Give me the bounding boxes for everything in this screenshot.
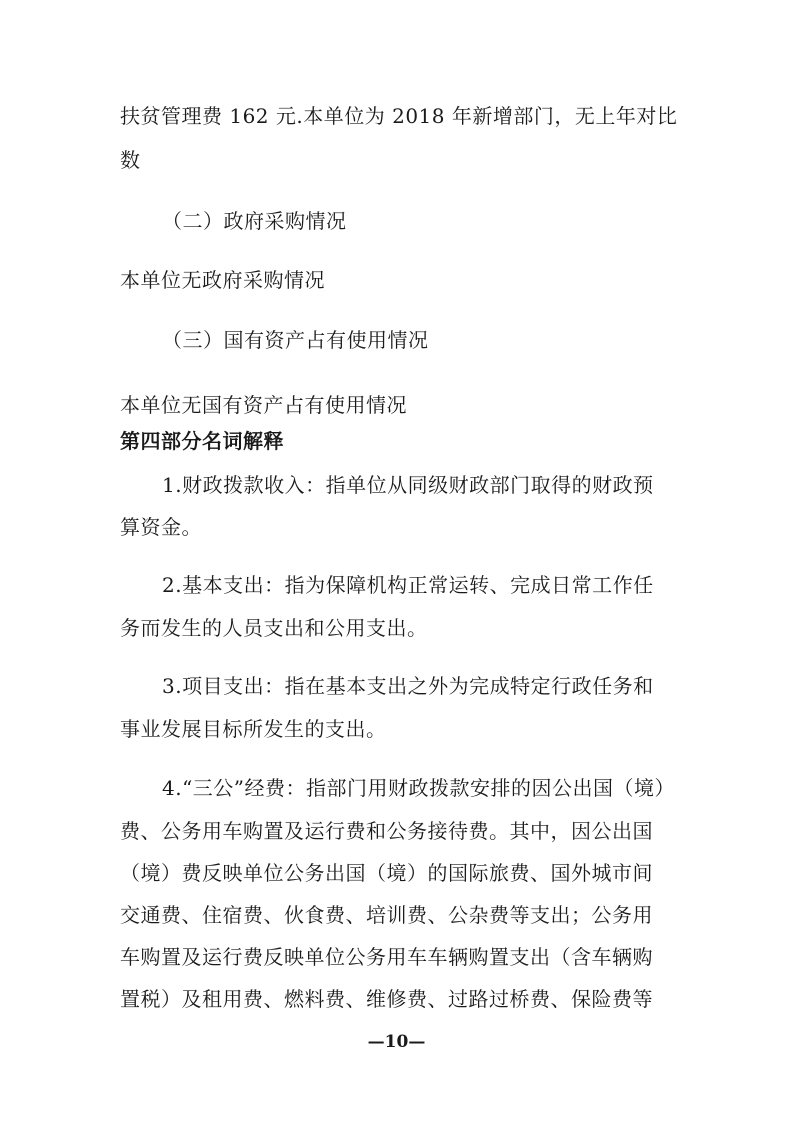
glossary-item-line: 置税）及租用费、燃料费、维修费、过路过桥费、保险费等 [120,987,653,1011]
glossary-item-line: 事业发展目标所发生的支出。 [120,717,387,741]
glossary-item-line: （境）费反映单位公务出国（境）的国际旅费、国外城市间 [120,861,653,885]
glossary-item-line: 交通费、住宿费、伙食费、培训费、公杂费等支出；公务用 [120,903,653,927]
glossary-item-line: 2.基本支出：指为保障机构正常运转、完成日常工作任 [162,573,654,597]
glossary-item-line: 算资金。 [120,515,202,539]
glossary-item-line: 务而发生的人员支出和公用支出。 [120,616,428,640]
glossary-item-line: 费、公务用车购置及运行费和公务接待费。其中，因公出国 [120,819,653,843]
part-title-glossary: 第四部分名词解释 [120,429,284,453]
glossary-item-line: 1.财政拨款收入：指单位从同级财政部门取得的财政预 [162,473,654,497]
section-heading-state-assets: （三）国有资产占有使用情况 [162,328,429,352]
glossary-item-line: 车购置及运行费反映单位公务用车车辆购置支出（含车辆购 [120,945,653,969]
paragraph-line: 扶贫管理费 162 元.本单位为 2018 年新增部门，无上年对比 [120,104,678,128]
page-number: —10— [367,1032,426,1052]
paragraph-line: 数 [120,148,141,172]
glossary-item-line: 4.“三公”经费：指部门用财政拨款安排的因公出国（境） [162,776,676,800]
glossary-item-line: 3.项目支出：指在基本支出之外为完成特定行政任务和 [162,674,654,698]
section-body-government-procurement: 本单位无政府采购情况 [120,268,325,292]
section-body-state-assets: 本单位无国有资产占有使用情况 [120,393,407,417]
section-heading-government-procurement: （二）政府采购情况 [162,209,347,233]
